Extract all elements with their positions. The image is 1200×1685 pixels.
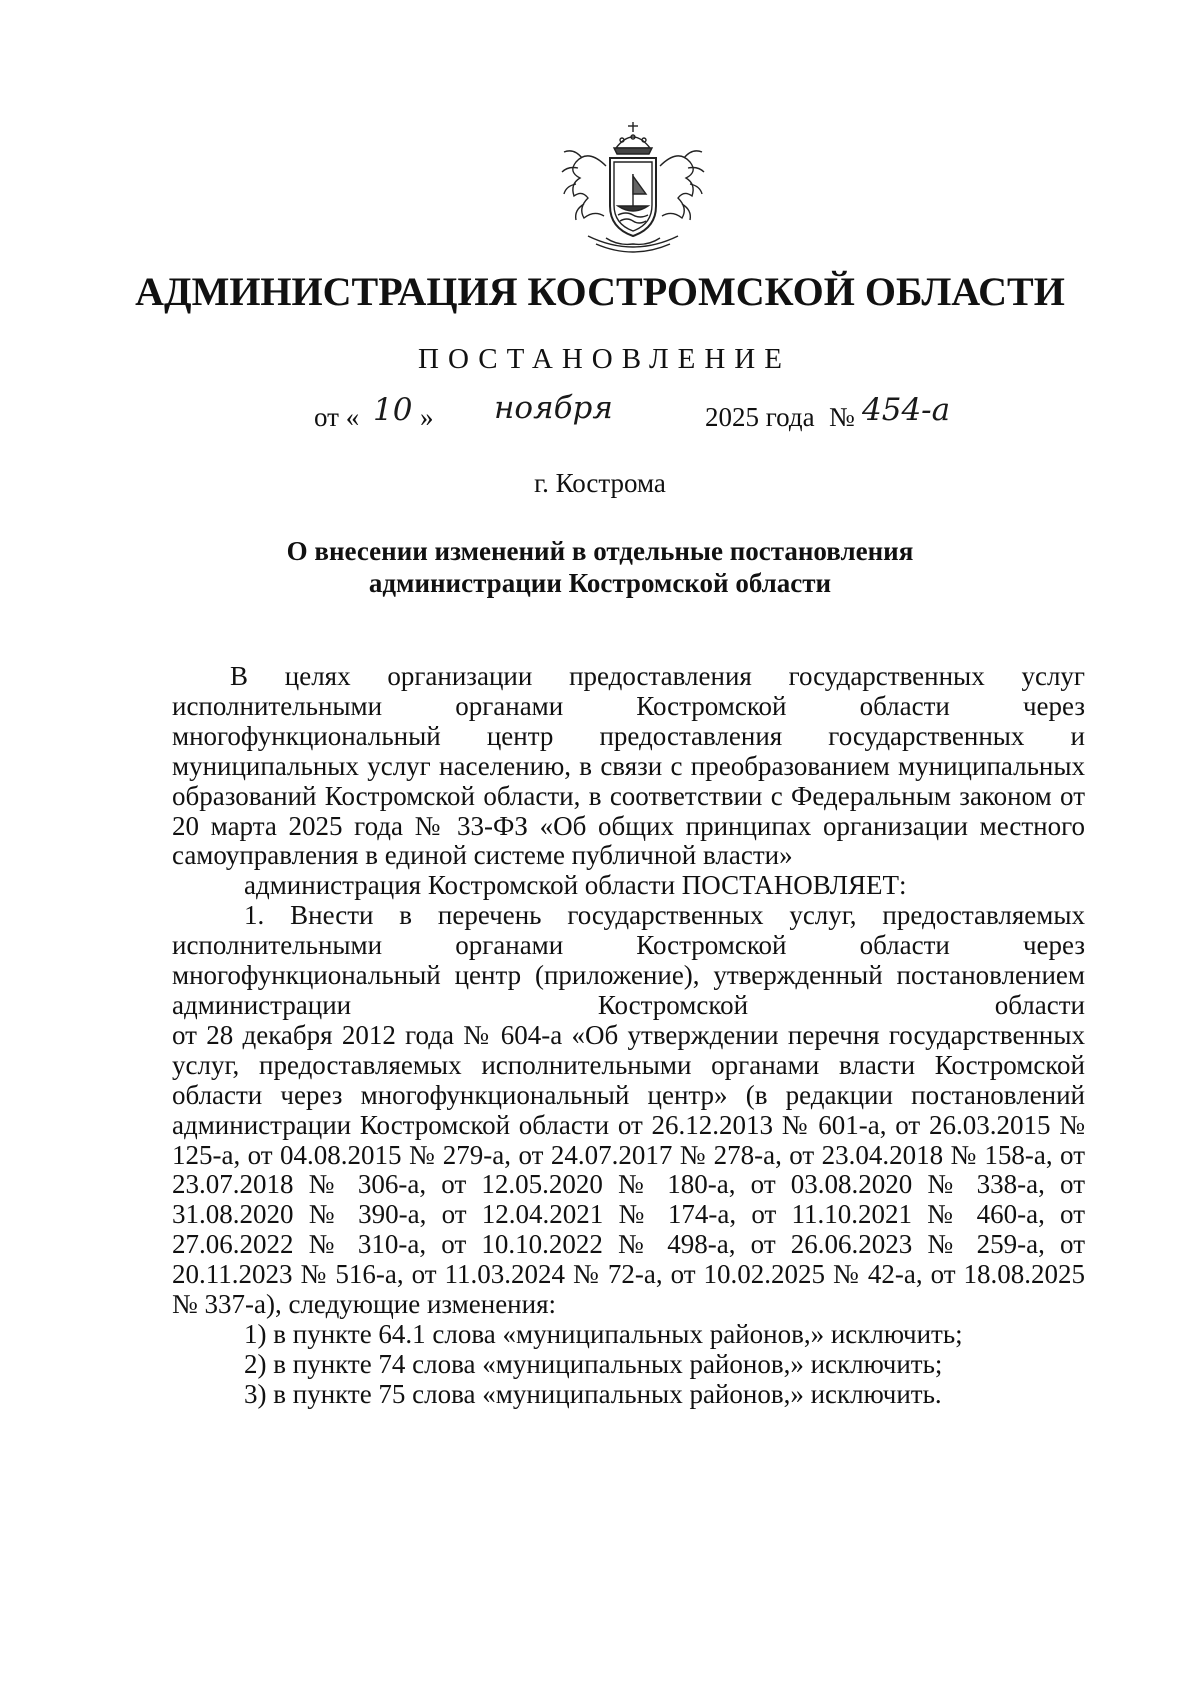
point-1-paragraph: 1. Внести в перечень государственных услуг, предоставляемых исполнительными органами Костромской области через многофункциональный центр (приложение), утвержденный постановлением администрации Костромской области — [172, 900, 1085, 1020]
subject-line-2: администрации Костромской области — [368, 568, 832, 598]
subject-line-1: О внесении изменений в отдельные постановления — [286, 536, 914, 566]
date-day-close: » — [420, 402, 434, 432]
organization-title: АДМИНИСТРАЦИЯ КОСТРОМСКОЙ ОБЛАСТИ — [135, 269, 1065, 314]
date-number-line — [0, 390, 1200, 458]
number-prefix: № — [829, 402, 855, 432]
handwritten-month: ноября — [494, 390, 613, 426]
date-year: 2025 года — [705, 402, 815, 432]
point-1-continuation: от 28 декабря 2012 года № 604-а «Об утверждении перечня государственных услуг, предоставляемых исполнительными органами власти Костромской области через многофункциональный центр» (в редакции постановлений администрации Костромской области от 26.12.2013 № 601-а, от 26.03.2015 № 125-а, от 04.08.2015 № 279-а, от 24.07.2017 № 278-а, от 23.04.2018 № 158-а, от 23.07.2018 № 306-а, от 12.05.2020 № 180-а, от 03.08.2020 № 338-а, от 31.08.2020 № 390-а, от 12.04.2021 № 174-а, от 11.10.2021 № 460-а, от 27.06.2022 № 310-а, от 10.10.2022 № 498-а, от 26.06.2023 № 259-а, от 20.11.2023 № 516-а, от 11.03.2024 № 72-а, от 10.02.2025 № 42-а, от 18.08.2025 № 337-а), следующие изменения: — [172, 1019, 1085, 1320]
handwritten-number: 454-а — [862, 392, 951, 428]
date-prefix: от « — [314, 402, 360, 432]
decree-line: администрация Костромской области ПОСТАНОВЛЯЕТ: — [244, 870, 907, 901]
coat-of-arms-icon — [548, 118, 718, 260]
list-item: 2) в пункте 74 слова «муниципальных районов,» исключить; — [244, 1348, 943, 1379]
list-item: 3) в пункте 75 слова «муниципальных районов,» исключить. — [244, 1378, 942, 1409]
document-body — [172, 662, 1085, 1410]
city-line: г. Кострома — [534, 468, 666, 498]
list-item: 1) в пункте 64.1 слова «муниципальных районов,» исключить; — [244, 1318, 963, 1349]
handwritten-day: 10 — [373, 392, 413, 428]
document-type: ПОСТАНОВЛЕНИЕ — [418, 343, 791, 375]
preamble-paragraph: В целях организации предоставления государственных услуг исполнительными органами Костромской области через многофункциональный центр предоставления государственных и муниципальных услуг населению, в связи с преобразованием муниципальных образований Костромской области, в соответствии с Федеральным законом от 20 марта 2025 года № 33-ФЗ «Об общих принципах организации местного самоуправления в единой системе публичной власти» — [172, 661, 1085, 871]
document-subject — [0, 535, 1200, 599]
